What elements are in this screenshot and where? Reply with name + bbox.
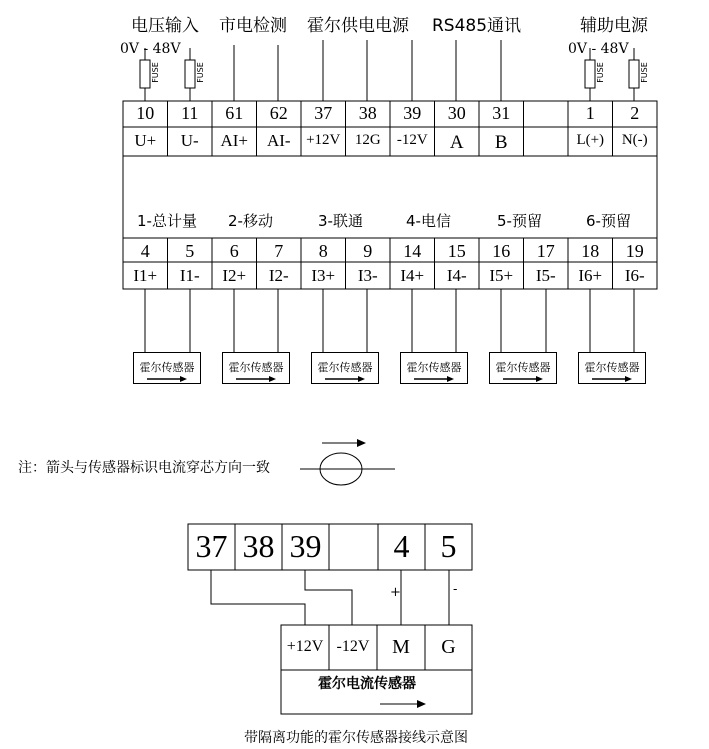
terminal-label: I2+ [222, 266, 247, 285]
hall-sensor-label: 霍尔传感器 [495, 361, 551, 374]
channel-group-1: 1-总计量 [137, 212, 197, 230]
terminal-label: L(+) [576, 132, 605, 148]
terminal-number: 61 [225, 103, 244, 123]
channel-group-4: 4-电信 [406, 212, 451, 230]
iso-terminal-number: 38 [242, 528, 275, 564]
iso-terminal-number: 5 [440, 528, 457, 564]
group-label-voltage-input: 电压输入 [131, 16, 199, 36]
sensor-arrow-icon [236, 376, 276, 382]
terminal-number: 14 [403, 241, 422, 261]
hall-sensor-label: 霍尔传感器 [406, 361, 462, 374]
terminal-label: I6+ [578, 266, 603, 285]
terminal-label: U+ [134, 131, 157, 150]
hall-sensor-5 [489, 352, 557, 384]
fuse-label-3: FUSE [595, 62, 605, 83]
iso-wiring [211, 570, 449, 625]
hall-sensor-label: 霍尔传感器 [139, 361, 195, 374]
fuse-symbols [140, 60, 639, 88]
terminal-label: -12V [396, 132, 428, 148]
fuse-label-2: FUSE [195, 62, 205, 83]
terminal-number: 19 [625, 241, 644, 261]
iso-sensor-pin: G [441, 636, 456, 658]
group-label-rs485: RS485通讯 [432, 16, 522, 36]
iso-terminal-number: 39 [289, 528, 322, 564]
iso-sensor-arrowhead [417, 700, 426, 708]
terminal-label: 12G [354, 132, 381, 148]
terminal-label: I4+ [400, 266, 425, 285]
terminal-label: I6- [624, 266, 645, 285]
current-arrowhead [357, 439, 366, 447]
current-direction-symbol [300, 443, 395, 485]
terminal-label: I1+ [133, 266, 158, 285]
group-label-mains-detect: 市电检测 [219, 16, 287, 36]
sensor-lead-wires [145, 289, 634, 352]
terminal-label: AI+ [220, 131, 249, 150]
terminal-number: 39 [403, 103, 422, 123]
channel-group-5: 5-预留 [497, 212, 542, 230]
terminal-number: 11 [181, 103, 199, 123]
voltage-range-left: 0V - 48V [120, 41, 181, 57]
voltage-range-right: 0V - 48V [568, 41, 629, 57]
terminal-number: 2 [630, 103, 640, 123]
top-lead-wires [145, 40, 634, 101]
terminal-label: A [449, 132, 464, 153]
terminal-label: I1- [179, 266, 200, 285]
sensor-arrow-icon [147, 376, 187, 382]
terminal-number: 9 [363, 241, 373, 261]
terminal-number: 7 [274, 241, 284, 261]
hall-sensor-label: 霍尔传感器 [584, 361, 640, 374]
hall-sensor-2 [222, 352, 290, 384]
iso-sensor-pin: +12V [286, 638, 324, 655]
iso-sensor-name: 霍尔电流传感器 [318, 676, 416, 692]
terminal-label: AI- [266, 131, 291, 150]
iso-sensor-pin: -12V [336, 638, 370, 655]
terminal-number: 37 [314, 103, 333, 123]
channel-group-3: 3-联通 [318, 212, 363, 230]
terminal-number: 5 [185, 241, 195, 261]
iso-terminal-number: 37 [195, 528, 228, 564]
sensor-arrow-icon [325, 376, 365, 382]
hall-sensor-6 [578, 352, 646, 384]
terminal-number: 15 [447, 241, 466, 261]
fuse-label-1: FUSE [150, 62, 160, 83]
terminal-number: 18 [581, 241, 600, 261]
iso-plus-mark: + [390, 585, 401, 600]
terminal-label: B [494, 132, 508, 153]
channel-group-2: 2-移动 [228, 212, 273, 230]
terminal-number: 16 [492, 241, 511, 261]
terminal-number: 17 [536, 241, 555, 261]
terminal-label: +12V [306, 132, 341, 148]
terminal-label: U- [180, 131, 199, 150]
terminal-number: 30 [447, 103, 466, 123]
group-label-aux-power: 辅助电源 [580, 16, 648, 36]
terminal-number: 8 [318, 241, 328, 261]
fuse-label-4: FUSE [639, 62, 649, 83]
terminal-number: 4 [140, 241, 150, 261]
terminal-number: 6 [229, 241, 239, 261]
note-text: 注：箭头与传感器标识电流穿芯方向一致 [18, 460, 270, 476]
terminal-number: 1 [585, 103, 595, 123]
terminal-label: I3+ [311, 266, 336, 285]
terminal-label: I2- [268, 266, 289, 285]
sensor-arrow-icon [414, 376, 454, 382]
channel-group-6: 6-预留 [586, 212, 631, 230]
group-label-hall-power: 霍尔供电电源 [307, 16, 409, 36]
terminal-number: 10 [136, 103, 155, 123]
terminal-label: N(-) [621, 132, 648, 148]
terminal-label: I4- [446, 266, 467, 285]
iso-minus-mark: - [453, 582, 458, 597]
terminal-label: I5- [535, 266, 556, 285]
hall-sensor-3 [311, 352, 379, 384]
terminal-number: 31 [492, 103, 511, 123]
iso-terminal-number: 4 [393, 528, 410, 564]
diagram-caption: 带隔离功能的霍尔传感器接线示意图 [244, 730, 468, 746]
terminal-label: I3- [357, 266, 378, 285]
terminal-label: I5+ [489, 266, 514, 285]
hall-sensor-4 [400, 352, 468, 384]
sensor-arrow-icon [592, 376, 632, 382]
hall-sensor-label: 霍尔传感器 [317, 361, 373, 374]
terminal-number: 38 [358, 103, 377, 123]
hall-sensor-1 [133, 352, 201, 384]
sensor-arrow-icon [503, 376, 543, 382]
iso-sensor-pin: M [392, 636, 410, 658]
hall-sensor-label: 霍尔传感器 [228, 361, 284, 374]
terminal-number: 62 [269, 103, 288, 123]
